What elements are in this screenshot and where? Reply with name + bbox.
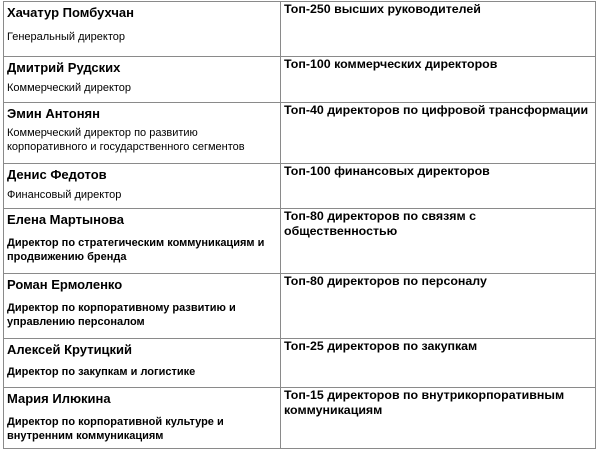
- person-cell: [4, 164, 281, 209]
- ranking-table: [3, 1, 596, 449]
- table-row: [4, 2, 596, 57]
- person-position: Директор по стратегическим коммуникациям и продвижению бренда: [7, 237, 265, 263]
- table-row: [4, 274, 596, 339]
- person-position: Финансовый директор: [7, 189, 122, 201]
- rating-cell: Топ-80 директоров по персоналу: [281, 274, 596, 339]
- rating-cell: Топ-100 финансовых директоров: [281, 164, 596, 209]
- table-row: [4, 164, 596, 209]
- person-position: Коммерческий директор: [7, 82, 132, 94]
- person-name: Елена Мартынова: [7, 212, 124, 227]
- person-name: Денис Федотов: [7, 167, 107, 182]
- person-name: Эмин Антонян: [7, 106, 100, 121]
- rating-cell: Топ-25 директоров по закупкам: [281, 339, 596, 388]
- person-name: Дмитрий Рудских: [7, 60, 121, 75]
- person-position: Генеральный директор: [7, 31, 125, 43]
- table-row: [4, 209, 596, 274]
- rating-cell: Топ-100 коммерческих директоров: [281, 57, 596, 103]
- person-cell: [4, 274, 281, 339]
- table-row: [4, 388, 596, 449]
- person-cell: [4, 2, 281, 57]
- person-name: Мария Илюкина: [7, 391, 111, 406]
- person-name: Алексей Крутицкий: [7, 342, 133, 357]
- table-row: [4, 103, 596, 164]
- person-name: Роман Ермоленко: [7, 277, 123, 292]
- person-position: Директор по корпоративной культуре и внутренним коммуникациям: [7, 416, 224, 442]
- rating-cell: Топ-250 высших руководителей: [281, 2, 596, 57]
- rating-cell: Топ-15 директоров по внутрикорпоративным коммуникациям: [281, 388, 596, 449]
- table-row: [4, 339, 596, 388]
- person-cell: [4, 388, 281, 449]
- person-position: Директор по корпоративному развитию и управлению персоналом: [7, 302, 236, 328]
- person-cell: [4, 57, 281, 103]
- rating-cell: Топ-40 директоров по цифровой трансформации: [281, 103, 596, 164]
- person-cell: [4, 103, 281, 164]
- person-cell: [4, 339, 281, 388]
- table-row: [4, 57, 596, 103]
- person-name: Хачатур Помбухчан: [7, 5, 134, 20]
- person-position: Коммерческий директор по развитию корпоративного и государственного сегментов: [7, 127, 245, 153]
- rating-cell: Топ-80 директоров по связям с общественностью: [281, 209, 596, 274]
- person-position: Директор по закупкам и логистике: [7, 366, 196, 378]
- person-cell: [4, 209, 281, 274]
